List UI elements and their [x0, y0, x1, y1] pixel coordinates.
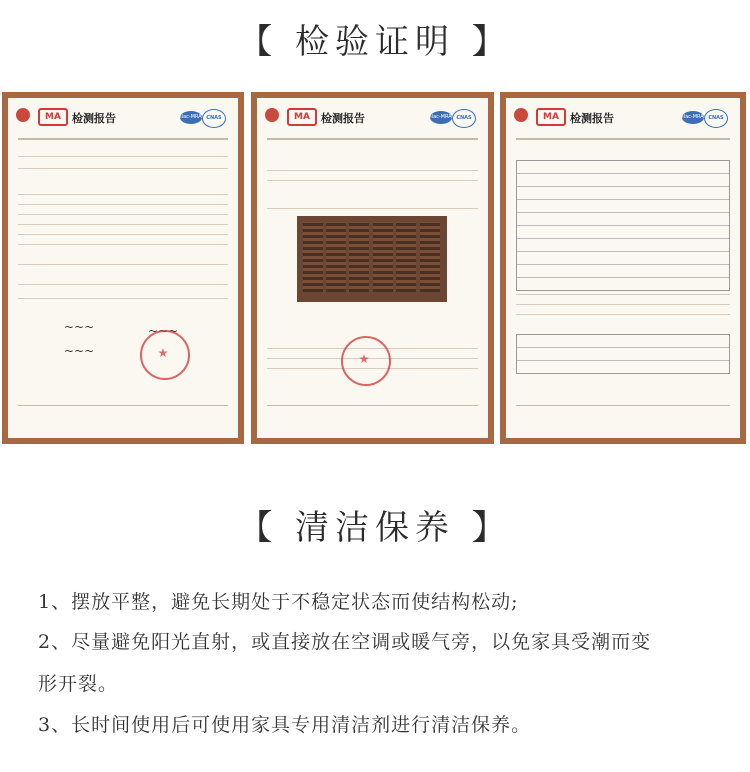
report-field-line — [18, 156, 228, 157]
report-paper — [506, 98, 740, 438]
care-item-2-continued: 形开裂。 — [38, 673, 119, 695]
report-field-line — [516, 294, 730, 295]
report-footer — [516, 405, 730, 430]
ilac-mra-icon: ilac-MRA — [682, 111, 704, 124]
report-field-line — [18, 214, 228, 215]
report-field-line — [18, 264, 228, 265]
report-field-line — [18, 194, 228, 195]
report-field-line — [18, 234, 228, 235]
report-field-line — [18, 204, 228, 205]
report-header — [265, 106, 480, 134]
report-field-line — [516, 314, 730, 315]
report-header — [514, 106, 732, 134]
divider — [18, 138, 228, 140]
test-report-card-1[interactable] — [2, 92, 244, 444]
test-report-card-3[interactable] — [500, 92, 746, 444]
report-field-line — [267, 170, 478, 171]
care-item-3: 3、长时间使用后可使用家具专用清洁剂进行清洁保养。 — [38, 714, 532, 736]
report-paper — [257, 98, 488, 438]
official-stamp-icon — [140, 330, 190, 380]
section-title-cleaning: 【 清洁保养 】 — [238, 508, 512, 548]
care-item-2: 2、尽量避免阳光直射，或直接放在空调或暖气旁，以免家具受潮而变 — [38, 631, 652, 653]
report-field-line — [267, 208, 478, 209]
cnas-icon: CNAS — [452, 109, 476, 128]
section-title-certificate: 【 检验证明 】 — [238, 22, 512, 62]
report-field-line — [18, 298, 228, 299]
official-stamp-icon — [341, 336, 391, 386]
cma-mark: MA — [30, 108, 66, 130]
report-header — [16, 106, 230, 134]
divider — [516, 138, 730, 140]
certificate-gallery — [0, 90, 750, 446]
results-table — [516, 160, 730, 291]
lab-logo-icon — [514, 108, 528, 122]
report-field-line — [267, 180, 478, 181]
report-field-line — [516, 304, 730, 305]
lab-logo-icon — [265, 108, 279, 122]
report-footer — [18, 405, 228, 430]
cnas-icon: CNAS — [704, 109, 728, 128]
report-field-line — [18, 284, 228, 285]
report-title: 检测报告 — [72, 112, 116, 125]
report-field-line — [18, 224, 228, 225]
care-item-1: 1、摆放平整，避免长期处于不稳定状态而使结构松动; — [38, 591, 519, 613]
signature: ~~~ — [64, 320, 95, 334]
ilac-mra-icon: ilac-MRA — [430, 111, 452, 124]
test-report-card-2[interactable] — [251, 92, 494, 444]
report-field-line — [18, 168, 228, 169]
lab-logo-icon — [16, 108, 30, 122]
report-footer — [267, 405, 478, 430]
cnas-icon: CNAS — [202, 109, 226, 128]
report-paper — [8, 98, 238, 438]
report-field-line — [18, 244, 228, 245]
report-title: 检测报告 — [321, 112, 365, 125]
formaldehyde-table — [516, 334, 730, 374]
report-title: 检测报告 — [570, 112, 614, 125]
sample-photo-cabinet — [297, 216, 447, 302]
divider — [267, 138, 478, 140]
cma-mark: MA — [528, 108, 564, 130]
signature: ~~~ — [148, 324, 179, 338]
cma-mark: MA — [279, 108, 315, 130]
ilac-mra-icon: ilac-MRA — [180, 111, 202, 124]
signature: ~~~ — [64, 344, 95, 358]
